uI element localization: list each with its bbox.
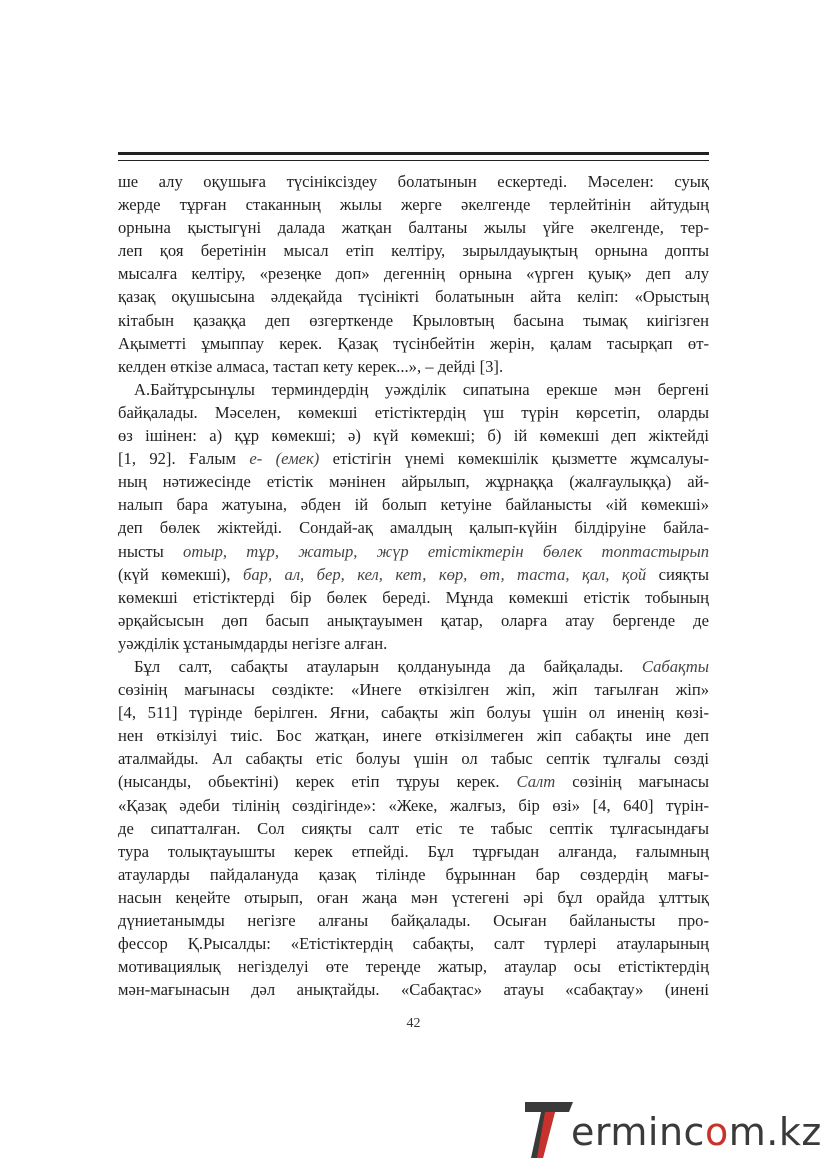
text-run: дүниетанымды негізге алғаны байқалады. Осыған байланысты про- xyxy=(118,911,709,930)
text-line xyxy=(118,586,709,609)
text-line xyxy=(118,239,709,262)
text-run: деп бөлек жіктейді. Сондай-ақ амалдың қалып-күйін білдіруіне байла- xyxy=(118,518,709,538)
text-line xyxy=(118,978,709,1001)
text-run: кітабын қазаққа деп өзгерткенде Крыловтың басына тымақ киігізген xyxy=(118,310,709,330)
body-text xyxy=(118,170,709,1001)
text-run: тура толықтауышты керек етпейді. Бұл тұрғыдан алғанда, ғалымның xyxy=(118,841,709,861)
text-run: фессор Қ.Рысалды: «Етістіктердің сабақты, салт түрлері атауларының xyxy=(118,934,709,954)
text-run: налып бара жатуына, әбден ій болып кетуіне байланысты «ій көмекші» xyxy=(118,495,709,515)
text-line xyxy=(118,632,709,655)
page-number: 42 xyxy=(406,1016,421,1031)
text-run: Ақыметті ұмыппау керек. Қазақ түсінбейтін жерін, қалам тасырқап өт- xyxy=(118,333,709,353)
text-run: [1, 92]. Ғалым xyxy=(118,449,250,469)
termincom-logo xyxy=(525,1100,822,1160)
text-run: ның нәтижесінде етістік мәнінен айрылып, жұрнаққа (жалғаулыққа) ай- xyxy=(118,472,709,492)
logo-t-icon xyxy=(525,1100,575,1160)
text-line xyxy=(118,447,709,470)
text-line xyxy=(118,424,709,447)
text-run: мән-мағынасын дәл анықтайды. «Сабақтас» атауы «сабақтау» (инені xyxy=(118,980,709,1000)
text-run: (нысанды, обьектіні) керек етіп тұруы керек. xyxy=(118,772,517,792)
text-line xyxy=(118,724,709,747)
logo-wordmark: ermincom.kz xyxy=(571,1110,822,1154)
text-run: сөзінің мағынасы xyxy=(555,772,709,792)
text-line xyxy=(118,840,709,863)
text-line xyxy=(118,886,709,909)
text-run: [4, 511] түрінде берілген. Яғни, сабақты жіп болуы үшін ол иненің көзі- xyxy=(118,703,709,723)
text-run: байқалады. Мәселен, көмекші етістіктердің үш түрін көрсетіп, оларды xyxy=(118,402,709,422)
text-line xyxy=(118,817,709,840)
text-run: нен өткізілуі тиіс. Бос жатқан, инеге өткізілмеген жіп сабақты ине деп xyxy=(118,726,709,746)
text-line xyxy=(118,540,709,563)
italic-term: е- (емек) xyxy=(249,449,320,469)
text-run: А.Байтұрсынұлы терминдердің уәждiлiк сипатына ерекше мән бергені xyxy=(134,379,709,399)
text-line xyxy=(118,332,709,355)
text-line xyxy=(118,262,709,285)
text-run: насын кеңейте отырып, оған жаңа мән үстегені әрі бұл орайда ұлттық xyxy=(118,887,709,907)
text-run: өз ішінен: а) құр көмекші; ә) күй көмекші; б) ій көмекші деп жіктейді xyxy=(118,426,709,446)
text-line xyxy=(118,955,709,978)
text-line xyxy=(118,655,709,678)
text-run: леп қоя беретінін мысал етіп келтіру, зырылдауықтың орнына допты xyxy=(118,241,709,261)
text-run: (күй көмекші), xyxy=(118,564,243,584)
text-run: орнына қыстыгүні далада жатқан балтаны жылы үйге әкелгенде, тер- xyxy=(118,218,709,238)
header-rule-thin xyxy=(118,160,709,161)
text-line xyxy=(118,563,709,586)
text-run: етістігін үнемі көмекшілік қызметте жұмсалуы- xyxy=(319,449,709,469)
text-line xyxy=(118,355,709,378)
text-run: мысалға келтіру, «резеңке доп» дегеннің орнына «үрген қуық» деп алу xyxy=(118,264,709,284)
text-run: жерде тұрған стаканның жылы жерге әкелгенде терлейтінін айтудың xyxy=(118,195,709,215)
text-run: Бұл салт, сабақты атауларын қолдануында да байқалады. xyxy=(134,656,642,676)
italic-term: бар, ал, бер, кел, кет, көр, өт, таста, қал, қой xyxy=(243,564,647,584)
italic-term: отыр, тұр, жатыр, жүр етістіктерін бөлек топтастырып xyxy=(183,541,709,561)
text-line xyxy=(118,401,709,424)
text-line xyxy=(118,909,709,932)
text-line xyxy=(118,493,709,516)
text-line xyxy=(118,170,709,193)
text-run: әрқайсысын дөп басып анықтауымен қатар, оларға атау бергенде де xyxy=(118,610,709,630)
text-run: ше алу оқушыға түсініксіздеу болатынын ескертеді. Мәселен: суық xyxy=(118,172,709,191)
text-run: уәждiлiк ұстанымдарды негізге алған. xyxy=(118,633,388,653)
text-line xyxy=(118,378,709,401)
text-run: де сипатталған. Сол сияқты салт етіс те табыс септік тұлғасындағы xyxy=(118,818,709,838)
text-line xyxy=(118,285,709,308)
text-line xyxy=(118,309,709,332)
header-rule-thick xyxy=(118,152,709,155)
text-line xyxy=(118,678,709,701)
text-run: мотивациялық негізделуі өте тереңде жатыр, атаулар осы етістіктердің xyxy=(118,957,709,977)
text-line xyxy=(118,770,709,793)
text-line xyxy=(118,701,709,724)
text-line xyxy=(118,470,709,493)
text-run: сияқты xyxy=(646,564,709,584)
text-run: көмекші етістіктерді бір бөлек береді. Мұнда көмекші етістік тобының xyxy=(118,587,709,607)
text-line xyxy=(118,193,709,216)
text-run: атауларды пайдалануда қазақ тілінде бұрыннан бар сөздердің мағы- xyxy=(118,864,709,884)
text-run: «Қазақ әдеби тілінің сөздігінде»: «Жеке, жалғыз, бір өзі» [4, 640] түрін- xyxy=(118,795,709,815)
text-run: келден өткізе алмаса, тастап кету керек...», – дейді [3]. xyxy=(118,356,504,376)
text-run: сөзінің мағынасы сөздікте: «Инеге өткізілген жіп, жіп тағылған жіп» xyxy=(118,680,709,700)
text-run: нысты xyxy=(118,541,184,561)
text-line xyxy=(118,609,709,632)
text-line xyxy=(118,863,709,886)
text-line xyxy=(118,747,709,770)
text-line xyxy=(118,516,709,539)
text-line xyxy=(118,216,709,239)
text-line xyxy=(118,932,709,955)
italic-term: Сабақты xyxy=(641,656,709,676)
text-run: қазақ оқушысына әлдеқайда түсінікті болатынын айта келіп: «Орыстың xyxy=(118,287,709,307)
italic-term: Салт xyxy=(516,772,556,792)
text-run: аталмайды. Ал сабақты етіс болуы үшін ол табыс септік тұлғалы сөзді xyxy=(118,749,709,769)
text-line xyxy=(118,794,709,817)
